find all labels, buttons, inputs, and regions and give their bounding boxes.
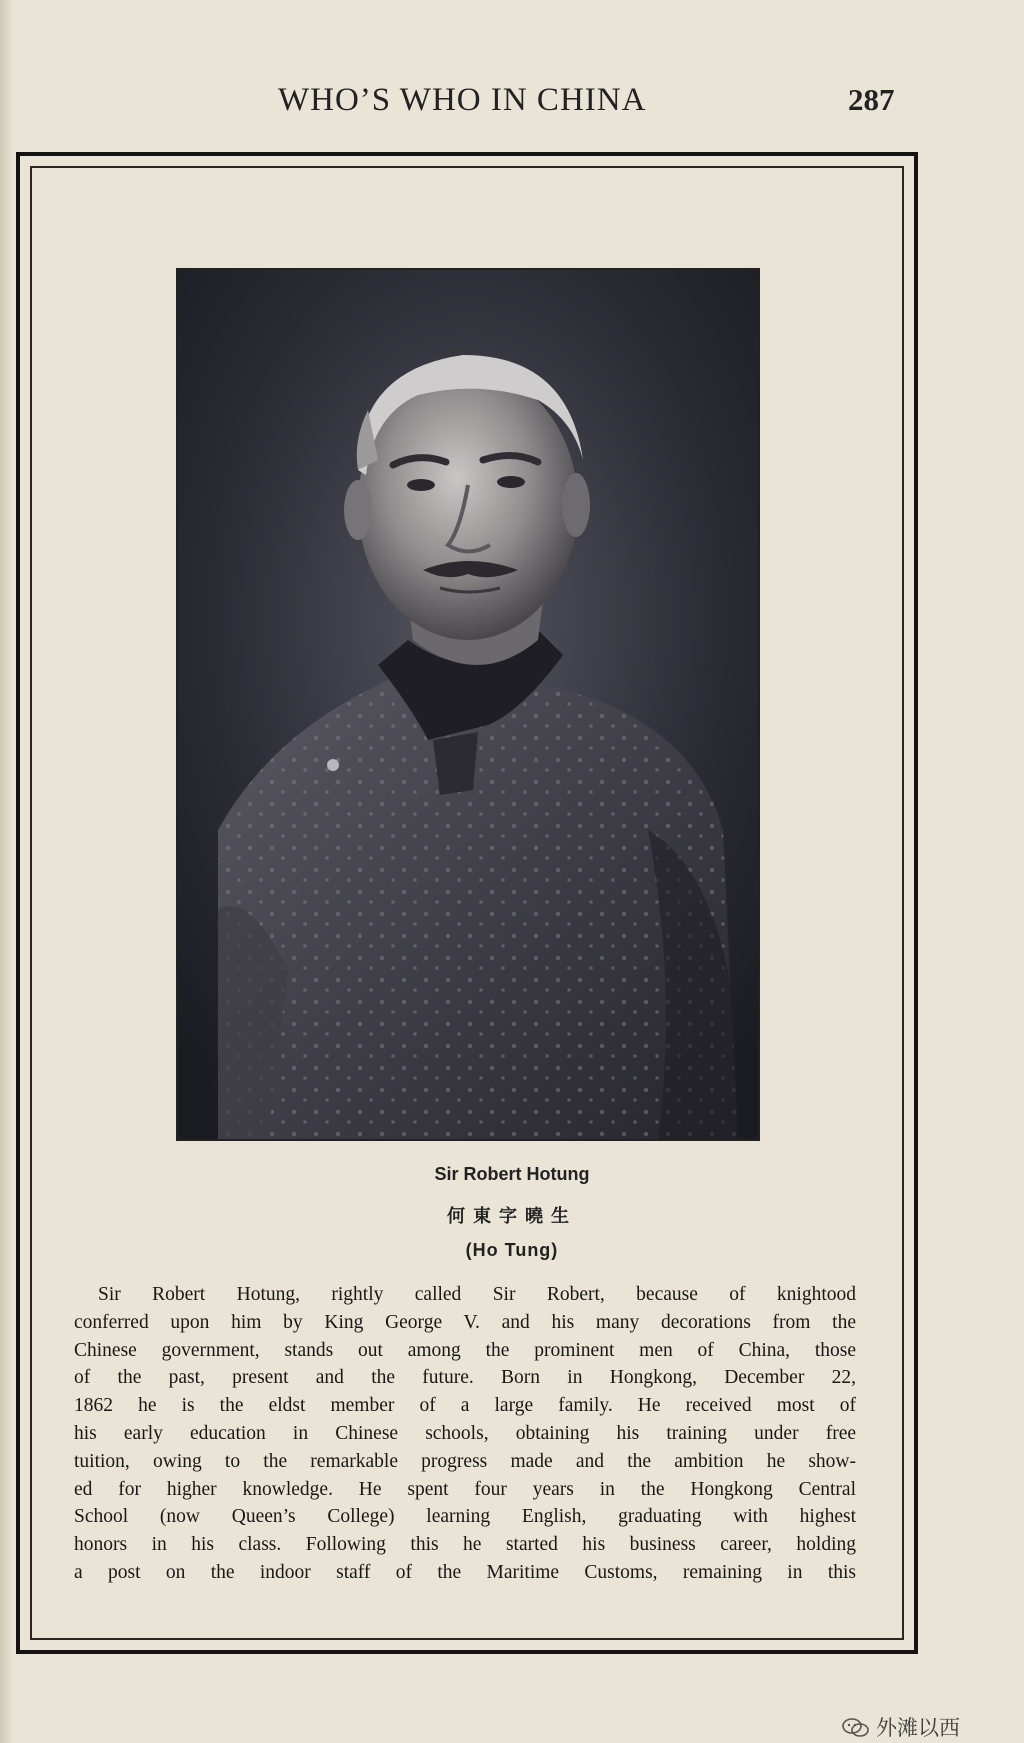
body-line: tuition, owing to the remarkable progress made and the ambition he show- (74, 1450, 856, 1472)
portrait-caption-name: Sir Robert Hotung (434, 1164, 590, 1184)
biography-paragraph (74, 1281, 856, 1587)
page-number: 287 (848, 82, 895, 117)
body-line: conferred upon him by King George V. and his many decorations from the (74, 1311, 856, 1333)
portrait-caption-chinese: 何東字曉生 (447, 1206, 577, 1227)
portrait-caption-romanized: (Ho Tung) (465, 1240, 559, 1260)
wechat-icon (842, 1718, 870, 1738)
body-line: 1862 he is the eldst member of a large family. He received most of (74, 1395, 856, 1417)
body-line: honors in his class. Following this he started his business career, holding (74, 1534, 856, 1556)
body-line: of the past, present and the future. Born in Hongkong, December 22, (74, 1367, 856, 1389)
body-line: a post on the indoor staff of the Maritime Customs, remaining in this (74, 1561, 856, 1583)
body-line: Sir Robert Hotung, rightly called Sir Robert, because of knightood (98, 1284, 856, 1305)
portrait-illustration (178, 270, 758, 1139)
body-line: his early education in Chinese schools, obtaining his training under free (74, 1422, 856, 1444)
running-head (0, 78, 1024, 128)
running-head-title: WHO’S WHO IN CHINA (278, 82, 647, 118)
watermark-text: 外滩以西 (876, 1716, 960, 1740)
watermark (842, 1712, 960, 1738)
portrait-photo (176, 268, 760, 1141)
page-edge (0, 0, 14, 1743)
body-line: Chinese government, stands out among the prominent men of China, those (74, 1339, 856, 1361)
body-line: ed for higher knowledge. He spent four years in the Hongkong Central (74, 1478, 856, 1500)
body-line: School (now Queen’s College) learning English, graduating with highest (74, 1506, 856, 1528)
